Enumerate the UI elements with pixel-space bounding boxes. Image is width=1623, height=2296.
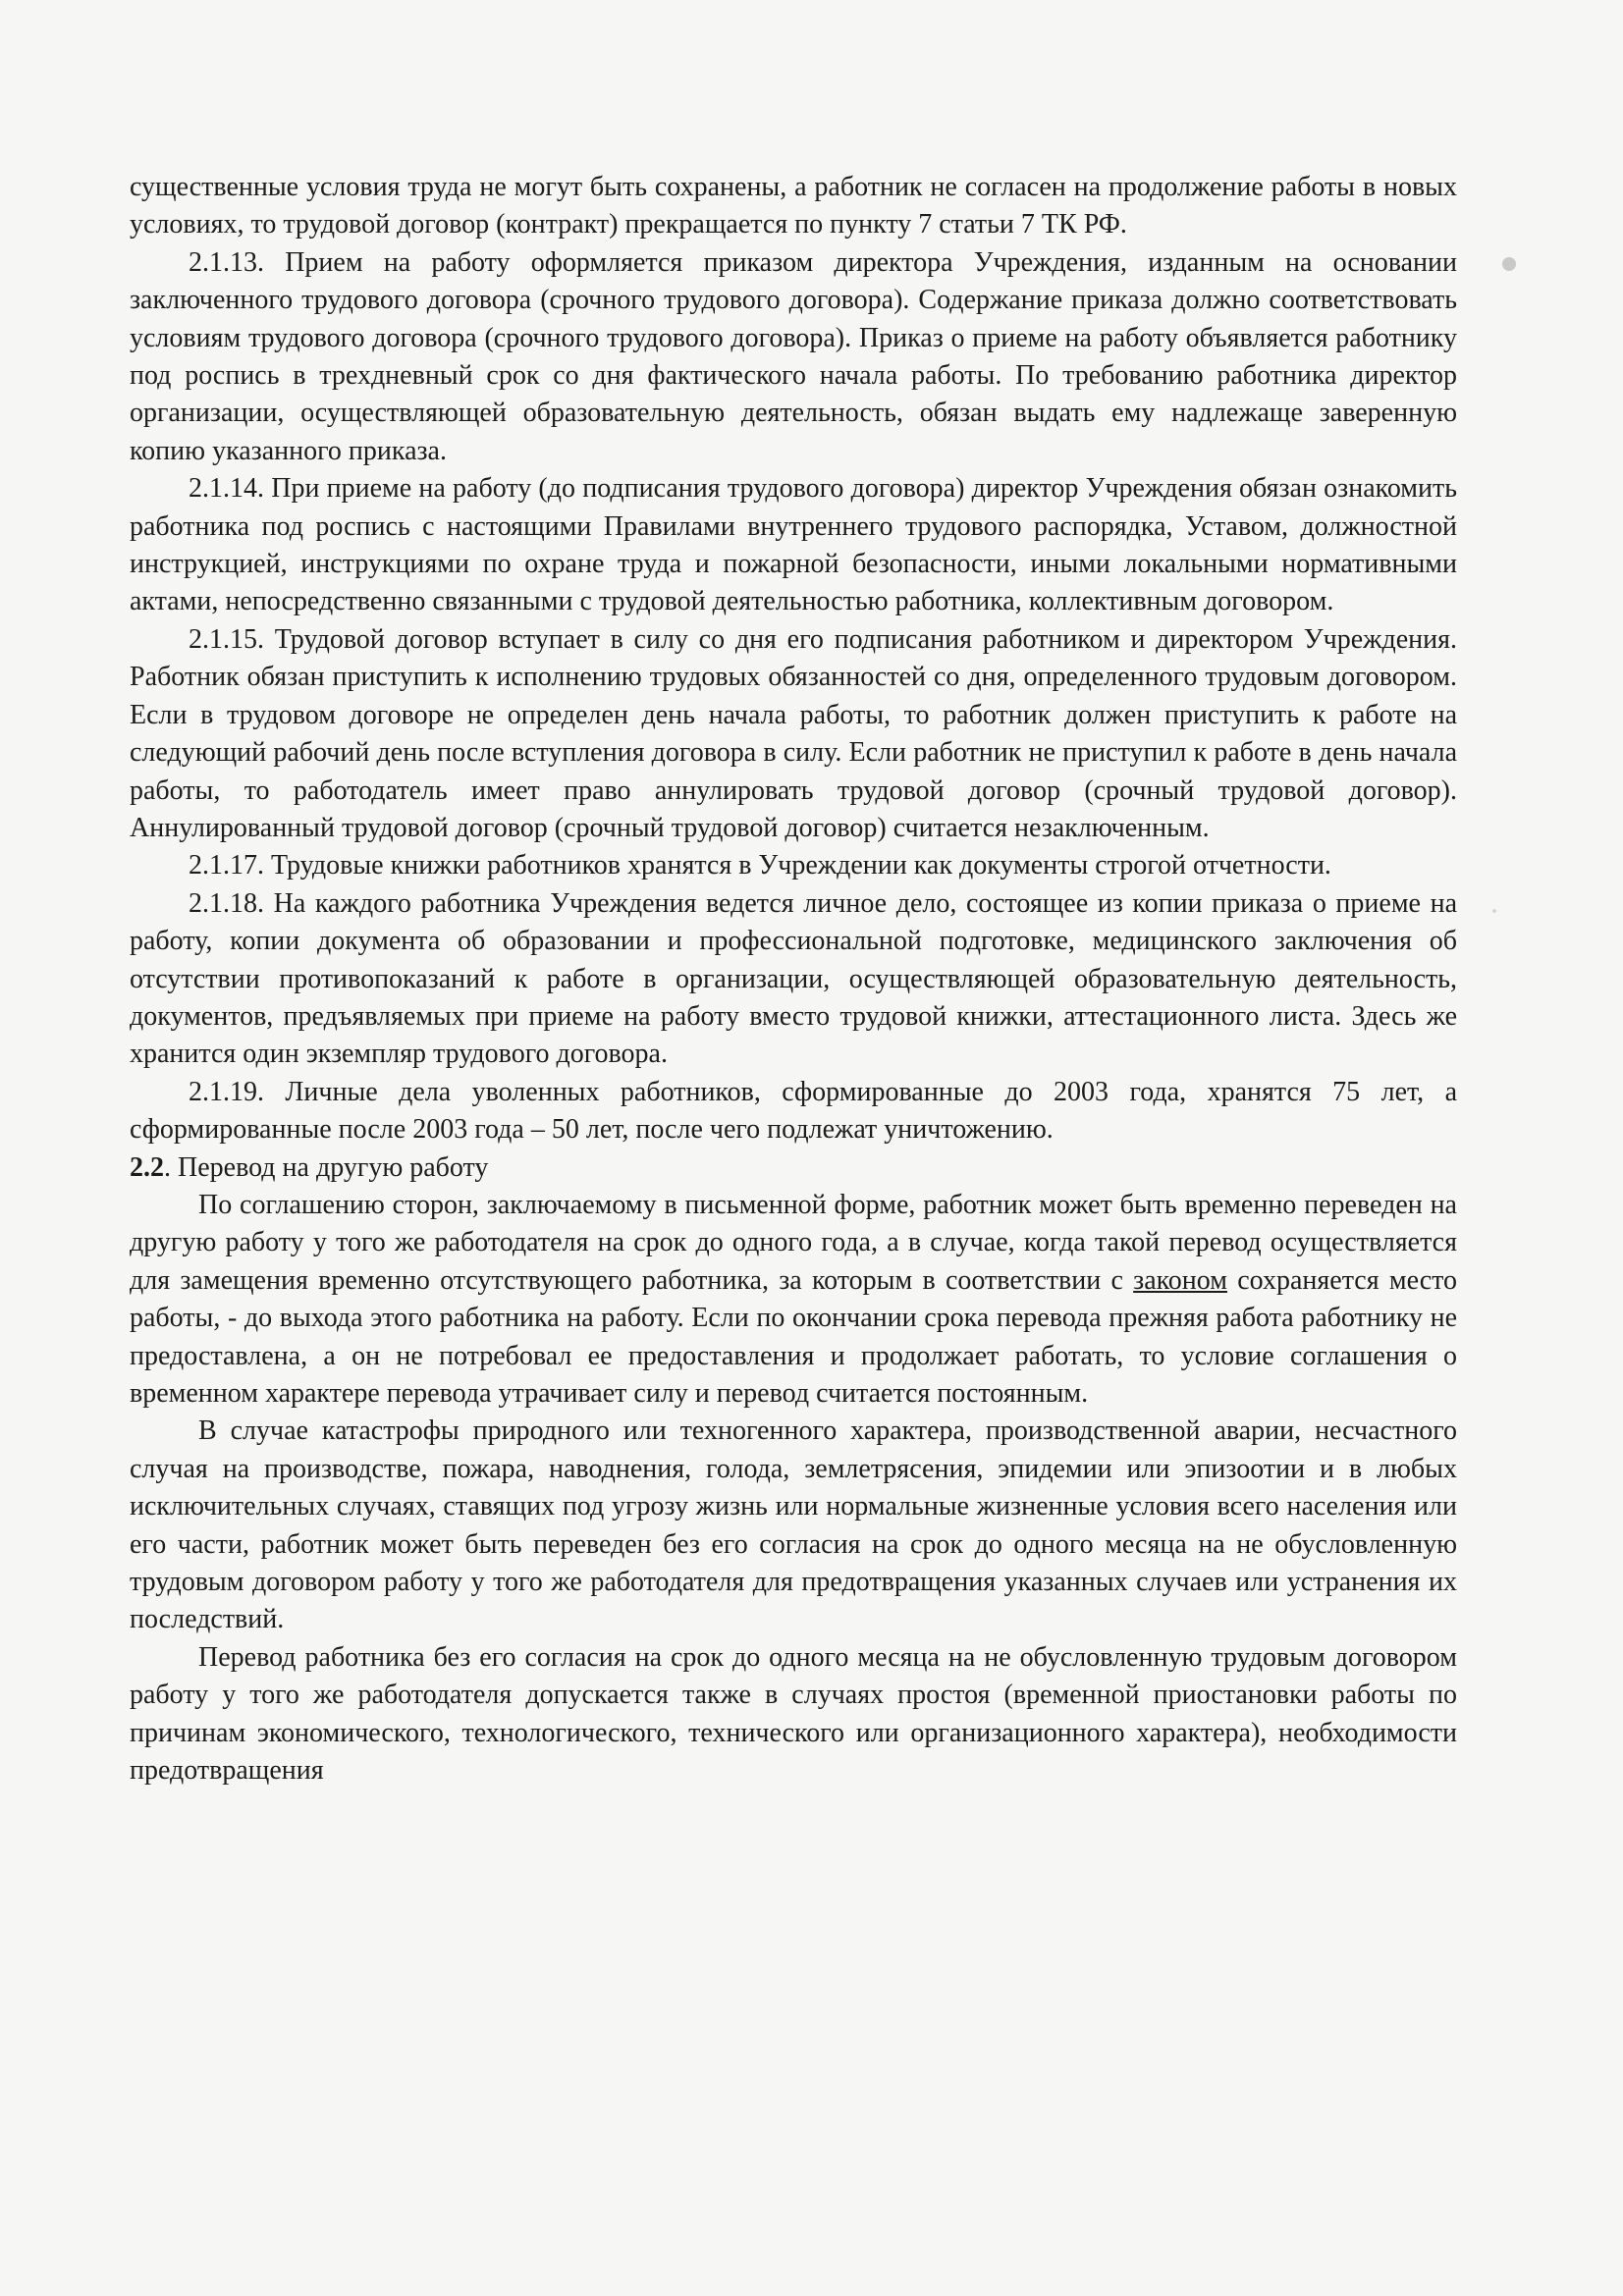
paragraph-transfer-agreement: [130, 1187, 1457, 1413]
scan-smudge: [1502, 257, 1516, 271]
section-heading-2-2: [130, 1149, 1457, 1187]
paragraph-2-1-18: 2.1.18. На каждого работника Учреждения ведется личное дело, состоящее из копии приказа о приеме на работу, копии документа об образовании и профессиональной подготовке, медицинского заключения об отсутствии противопоказаний к работе в организации, осуществляющей образовательную деятельность, документов, предъявляемых при приеме на работу вместо трудовой книжки, аттестационного листа. Здесь же хранится один экземпляр трудового договора.: [130, 887, 1457, 1070]
transfer-agreement-text-start: По соглашению сторон, заключаемому в письменной форме, работник может быть временно переведен на другую работу у того же работодателя на срок до одного года, а в случае, когда такой перевод осуществляется для замещения временно отсутствующего работника, за которым в соответствии с: [130, 1189, 1457, 1296]
paragraph-2-1-15: 2.1.15. Трудовой договор вступает в силу со дня его подписания работником и директором Учреждения. Работник обязан приступить к исполнению трудовых обязанностей со дня, определенного трудовым договором. Если в трудовом договоре не определен день начала работы, то работник должен приступить к работе на следующий рабочий день после вступления договора в силу. Если работник не приступил к работе в день начала работы, то работодатель имеет право аннулировать трудовой договор (срочный трудовой договор). Аннулированный трудовой договор (срочный трудовой договор) считается незаключенным.: [130, 623, 1457, 843]
paragraph-transfer-without-consent: Перевод работника без его согласия на срок до одного месяца на не обусловленную трудовым договором работу у того же работодателя допускается также в случаях простоя (временной приостановки работы по причинам экономического, технологического, технического или организационного характера), необходимости предотвращения: [130, 1641, 1457, 1787]
transfer-agreement-text-end: сохраняется место работы, - до выхода этого работника на работу. Если по окончании срока перевода прежняя работа работнику не предоставлена, а он не потребовал ее предоставления и продолжает работать, то условие соглашения о временном характере перевода утрачивает силу и перевод считается постоянным.: [130, 1264, 1457, 1409]
paragraph-transfer-emergency: В случае катастрофы природного или техногенного характера, производственной аварии, несчастного случая на производстве, пожара, наводнения, голода, землетрясения, эпидемии или эпизоотии и в любых исключительных случаях, ставящих под угрозу жизнь или нормальные жизненные условия всего населения или его части, работник может быть переведен без его согласия на срок до одного месяца на не обусловленную трудовым договором работу у того же работодателя для предотвращения указанных случаев или устранения их последствий.: [130, 1415, 1457, 1635]
paragraph-2-1-19: 2.1.19. Личные дела уволенных работников, сформированные до 2003 года, хранятся 75 лет, а сформированные после 2003 года – 50 лет, после чего подлежат уничтожению.: [130, 1076, 1457, 1146]
document-page: [130, 169, 1457, 1789]
section-number: 2.2: [130, 1151, 164, 1183]
law-link[interactable]: законом: [1133, 1264, 1227, 1296]
paragraph-2-1-17: 2.1.17. Трудовые книжки работников хранятся в Учреждении как документы строгой отчетности.: [189, 850, 1331, 881]
paragraph-2-1-14: 2.1.14. При приеме на работу (до подписания трудового договора) директор Учреждения обязан ознакомить работника под роспись с настоящими Правилами внутреннего трудового распорядка, Уставом, должностной инструкцией, инструкциями по охране труда и пожарной безопасности, иными локальными нормативными актами, непосредственно связанными с трудовой деятельностью работника, коллективным договором.: [130, 473, 1457, 617]
paragraph-2-1-13: 2.1.13. Прием на работу оформляется приказом директора Учреждения, изданным на основании заключенного трудового договора (срочного трудового договора). Содержание приказа должно соответствовать условиям трудового договора (срочного трудового договора). Приказ о приеме на работу объявляется работнику под роспись в трехдневный срок со дня фактического начала работы. По требованию работника директор организации, осуществляющей образовательную деятельность, обязан выдать ему надлежаще заверенную копию указанного приказа.: [130, 246, 1457, 466]
section-title-text: . Перевод на другую работу: [164, 1151, 489, 1183]
paragraph-intro: существенные условия труда не могут быть сохранены, а работник не согласен на продолжение работы в новых условиях, то трудовой договор (контракт) прекращается по пункту 7 статьи 7 ТК РФ.: [130, 172, 1457, 240]
scan-speck: [1492, 909, 1496, 913]
